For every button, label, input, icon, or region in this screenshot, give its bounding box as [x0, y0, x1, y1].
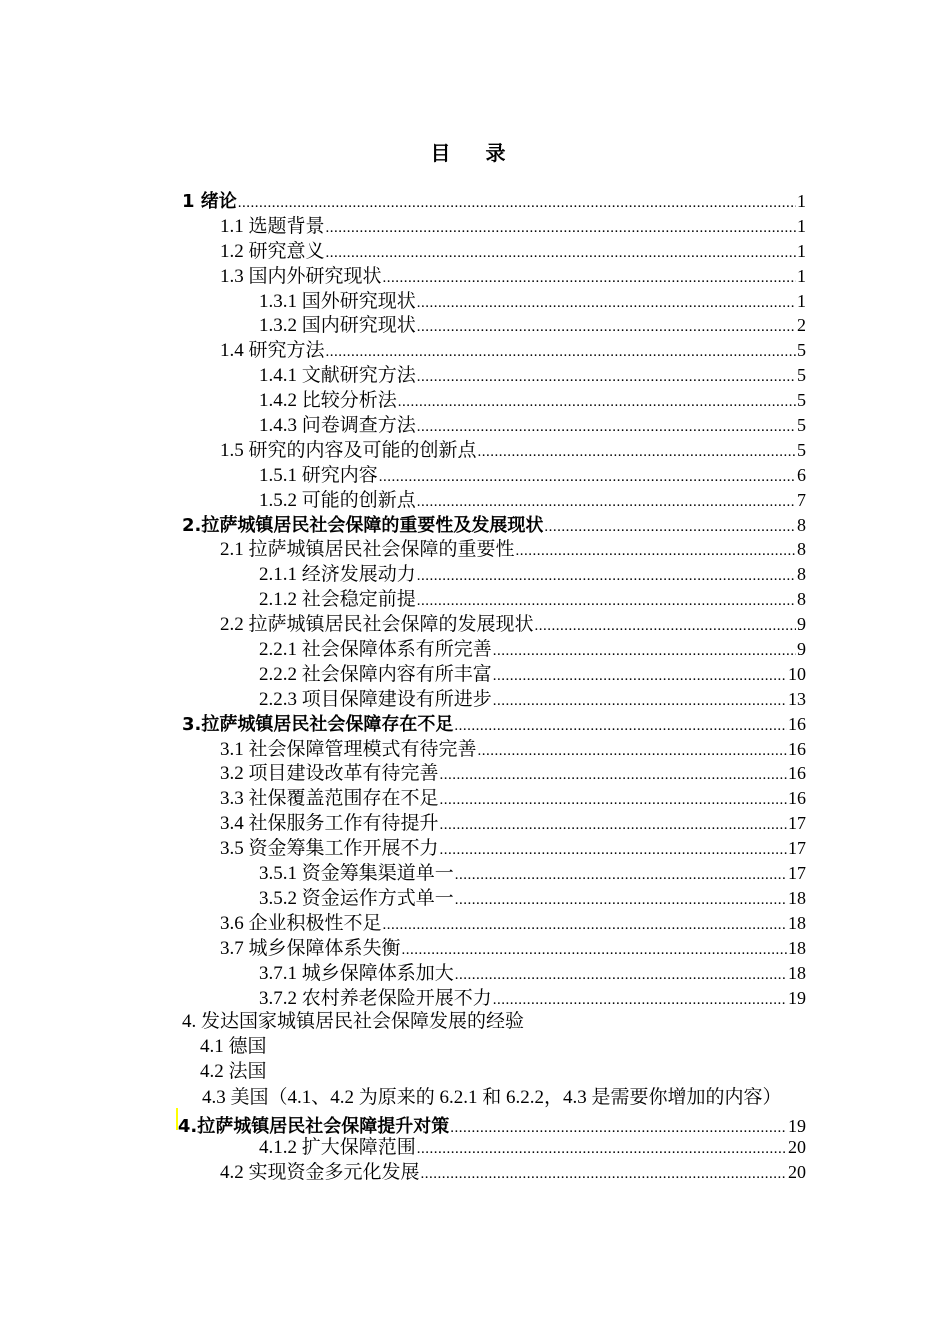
toc-entry-label: 2.2.1 社会保障体系有所完善 [259, 639, 492, 661]
toc-entry-page-number: 20 [788, 1161, 806, 1182]
inserted-item: 4.2 法国 [200, 1061, 267, 1083]
dot-leader [454, 714, 787, 739]
toc-entry-label: 3.1 社会保障管理模式有待完善 [220, 738, 477, 760]
toc-entry[interactable] [0, 687, 806, 712]
toc-entry[interactable] [0, 911, 806, 936]
toc-entry[interactable] [0, 239, 806, 264]
dot-leader [417, 365, 796, 390]
toc-entry-page-number: 18 [788, 937, 806, 958]
toc-entry[interactable] [0, 537, 806, 562]
toc-entry[interactable] [0, 463, 806, 488]
toc-entry-page-number: 1 [797, 191, 806, 211]
dot-leader [402, 938, 787, 963]
dot-leader [398, 390, 796, 415]
toc-entry[interactable] [0, 438, 806, 463]
toc-entry-label: 1.3.1 国外研究现状 [259, 290, 416, 312]
toc-entry-label: 4.拉萨城镇居民社会保障提升对策 [177, 1116, 450, 1138]
toc-entry-label: 3.6 企业积极性不足 [220, 912, 382, 934]
toc-entry-label: 3.5.1 资金筹集渠道单一 [259, 863, 454, 885]
toc-entry-label: 2.1.2 社会稳定前提 [259, 589, 416, 611]
table-of-contents [0, 189, 950, 1185]
toc-entry-page-number: 19 [788, 1116, 806, 1137]
toc-entry[interactable] [0, 264, 806, 289]
dot-leader [440, 813, 787, 838]
toc-entry[interactable] [0, 1135, 806, 1160]
toc-entry-label: 3.4 社保服务工作有待提升 [220, 813, 439, 835]
toc-entry[interactable] [0, 413, 806, 438]
toc-entry[interactable] [0, 886, 806, 911]
toc-entry-page-number: 7 [797, 489, 806, 510]
dot-leader [493, 639, 796, 664]
toc-entry[interactable] [0, 936, 806, 961]
dot-leader [478, 440, 796, 465]
toc-entry[interactable] [0, 313, 806, 338]
dot-leader [417, 291, 796, 316]
dot-leader [493, 664, 787, 689]
toc-entry-page-number: 16 [788, 738, 806, 759]
toc-entry-page-number: 20 [788, 1136, 806, 1157]
toc-entry[interactable] [0, 562, 806, 587]
toc-entry-page-number: 10 [788, 663, 806, 684]
toc-entry-page-number: 16 [788, 788, 806, 809]
toc-entry[interactable] [0, 513, 806, 538]
toc-entry[interactable] [0, 836, 806, 861]
dot-leader [516, 539, 796, 564]
editor-note [0, 1085, 806, 1110]
toc-entry-page-number: 16 [788, 713, 806, 734]
toc-entry-label: 2.2 拉萨城镇居民社会保障的发展现状 [220, 614, 534, 636]
toc-entry-page-number: 9 [797, 614, 806, 635]
toc-entry-label: 3.拉萨城镇居民社会保障存在不足 [182, 713, 454, 735]
toc-entry[interactable] [0, 861, 806, 886]
toc-entry[interactable] [0, 637, 806, 662]
toc-entry[interactable] [0, 712, 806, 737]
dot-leader [383, 266, 796, 291]
toc-entry-label: 1.4.2 比较分析法 [259, 390, 397, 412]
toc-entry-label: 3.7.2 农村养老保险开展不力 [259, 987, 492, 1009]
dot-leader [440, 763, 787, 788]
toc-entry-label: 1.5.2 可能的创新点 [259, 489, 416, 511]
toc-entry-page-number: 17 [788, 863, 806, 884]
toc-entry[interactable] [0, 761, 806, 786]
toc-entry-page-number: 5 [797, 439, 806, 460]
toc-entry-label: 3.7 城乡保障体系失衡 [220, 937, 401, 959]
toc-entry[interactable] [0, 189, 806, 214]
toc-entry-label: 2.1 拉萨城镇居民社会保障的重要性 [220, 539, 515, 561]
toc-entry-label: 1 绪论 [182, 191, 237, 212]
toc-entry-page-number: 18 [788, 912, 806, 933]
toc-entry-page-number: 2 [797, 315, 806, 336]
dot-leader [417, 564, 796, 589]
toc-entry-label: 2.2.2 社会保障内容有所丰富 [259, 663, 492, 685]
inserted-item: 4.1 德国 [200, 1036, 267, 1058]
toc-entry-label: 2.2.3 项目保障建设有所进步 [259, 688, 492, 710]
toc-entry-label: 1.5 研究的内容及可能的创新点 [220, 439, 477, 461]
toc-entry[interactable] [0, 786, 806, 811]
toc-entry-page-number: 18 [788, 962, 806, 983]
toc-entry-page-number: 17 [788, 813, 806, 834]
dot-leader [417, 490, 796, 515]
toc-entry-page-number: 6 [797, 464, 806, 485]
toc-entry-label: 1.4.1 文献研究方法 [259, 365, 416, 387]
toc-entry[interactable] [0, 811, 806, 836]
toc-entry[interactable] [0, 587, 806, 612]
toc-entry-label: 1.4 研究方法 [220, 340, 325, 362]
toc-entry-page-number: 1 [797, 240, 806, 261]
toc-entry-page-number: 9 [797, 639, 806, 660]
toc-entry[interactable] [0, 986, 806, 1011]
page-title: 目 录 [430, 141, 520, 165]
toc-entry-page-number: 8 [797, 539, 806, 560]
dot-leader [440, 788, 787, 813]
toc-entry[interactable] [0, 488, 806, 513]
highlight-mark [176, 1108, 178, 1130]
toc-entry[interactable] [0, 388, 806, 413]
dot-leader [440, 838, 787, 863]
dot-leader [493, 988, 787, 1013]
toc-entry-label: 4.2 实现资金多元化发展 [220, 1161, 420, 1183]
toc-entry-label: 3.2 项目建设改革有待完善 [220, 763, 439, 785]
inserted-heading: 4. 发达国家城镇居民社会保障发展的经验 [182, 1011, 525, 1033]
editor-note-text: 4.3 美国（4.1、4.2 为原来的 6.2.1 和 6.2.2，4.3 是需要你增加的内容） [202, 1087, 782, 1109]
dot-leader [478, 739, 787, 764]
dot-leader [455, 888, 787, 913]
toc-entry-label: 1.5.1 研究内容 [259, 464, 378, 486]
toc-entry-page-number: 8 [797, 589, 806, 610]
toc-entry-label: 1.1 选题背景 [220, 215, 325, 237]
toc-entry-label: 4.1.2 扩大保障范围 [259, 1136, 416, 1158]
dot-leader [455, 863, 787, 888]
dot-leader [421, 1162, 787, 1187]
toc-entry-page-number: 5 [797, 390, 806, 411]
toc-entry-page-number: 5 [797, 415, 806, 436]
dot-leader [455, 963, 787, 988]
dot-leader [417, 1137, 787, 1162]
toc-entry-label: 2.拉萨城镇居民社会保障的重要性及发展现状 [182, 514, 544, 536]
toc-entry-page-number: 5 [797, 340, 806, 361]
dot-leader [326, 216, 796, 241]
toc-entry-label: 1.2 研究意义 [220, 240, 325, 262]
toc-entry-page-number: 13 [788, 688, 806, 709]
dot-leader [417, 415, 796, 440]
dot-leader [326, 241, 796, 266]
toc-entry-page-number: 1 [797, 265, 806, 286]
toc-entry-label: 2.1.1 经济发展动力 [259, 564, 416, 586]
toc-entry-page-number: 16 [788, 763, 806, 784]
dot-leader [326, 340, 796, 365]
toc-entry[interactable] [0, 662, 806, 687]
toc-entry[interactable] [0, 214, 806, 239]
toc-entry-label: 3.7.1 城乡保障体系加大 [259, 962, 454, 984]
toc-entry[interactable] [0, 1110, 806, 1138]
toc-entry-page-number: 1 [797, 290, 806, 311]
toc-entry-label: 1.3 国内外研究现状 [220, 265, 382, 287]
toc-entry-page-number: 5 [797, 365, 806, 386]
toc-entry-page-number: 8 [797, 564, 806, 585]
dot-leader [383, 913, 787, 938]
toc-entry[interactable] [0, 612, 806, 637]
toc-entry-page-number: 1 [797, 215, 806, 236]
toc-entry-label: 1.3.2 国内研究现状 [259, 315, 416, 337]
toc-entry-label: 3.5.2 资金运作方式单一 [259, 887, 454, 909]
dot-leader [493, 689, 787, 714]
toc-entry[interactable] [0, 961, 806, 986]
toc-entry-page-number: 17 [788, 838, 806, 859]
toc-entry-label: 1.4.3 问卷调查方法 [259, 415, 416, 437]
toc-entry-page-number: 18 [788, 887, 806, 908]
dot-leader [417, 589, 796, 614]
dot-leader [238, 191, 796, 216]
toc-entry[interactable] [0, 338, 806, 363]
dot-leader [544, 515, 796, 540]
toc-entry-label: 3.3 社保覆盖范围存在不足 [220, 788, 439, 810]
dot-leader [379, 465, 796, 490]
toc-entry-page-number: 19 [788, 987, 806, 1008]
dot-leader [535, 614, 796, 639]
toc-entry-label: 3.5 资金筹集工作开展不力 [220, 838, 439, 860]
toc-entry[interactable] [0, 737, 806, 762]
toc-entry-page-number: 8 [797, 514, 806, 535]
toc-entry[interactable] [0, 1160, 806, 1185]
dot-leader [417, 315, 796, 340]
toc-entry[interactable] [0, 363, 806, 388]
toc-entry[interactable] [0, 289, 806, 314]
